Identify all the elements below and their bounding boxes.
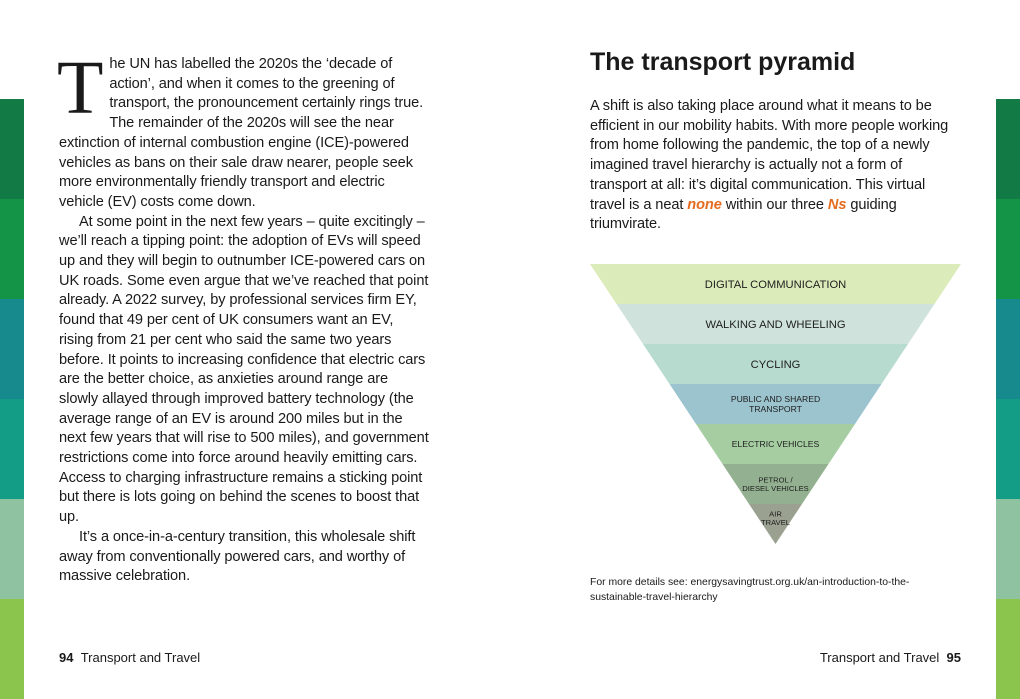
right-folio <box>820 650 961 665</box>
paragraph-1 <box>57 46 431 213</box>
intro-mid: within our three <box>725 196 824 213</box>
footnote: For more details see: energysavingtrust.org.uk/an-introduction-to-the-sustainable-travel-hierarchy <box>590 577 910 603</box>
none-word: none <box>687 196 722 213</box>
pyramid-label-7-line-2: TRAVEL <box>761 518 790 528</box>
right-tab-segment-3 <box>996 299 1020 399</box>
right-page-number: 95 <box>946 650 961 665</box>
pyramid-label-6-line-1: PETROL / <box>758 475 793 485</box>
right-color-tab-strip <box>996 99 1020 699</box>
pyramid-label-3: CYCLING <box>750 359 801 371</box>
paragraph-1-text: he UN has labelled the 2020s the ‘decade of action’, and when it comes to the greening of transport, the pronouncement certainly rings true. The remainder of the 2020s will see the near extinction of internal combustion engine (ICE)-powered vehicles as bans on their sale draw nearer, people seek more environmentally friendly transport and electric vehicle (EV) costs come down. <box>59 56 424 210</box>
pyramid-label-5: ELECTRIC VEHICLES <box>731 439 820 450</box>
left-running-title: Transport and Travel <box>80 650 201 665</box>
right-tab-segment-6 <box>996 599 1020 699</box>
intro-text: A shift is also taking place around what it means to be efficient in our mobility habits. With more people working from home following the pandemic, the top of a newly imagined travel hierarchy is actually not a form of transport at all: it’s digital communication. This virtual travel is a neat <box>590 98 949 213</box>
intro-paragraph <box>590 97 962 235</box>
page-title: The transport pyramid <box>590 48 856 76</box>
right-tab-segment-2 <box>996 199 1020 299</box>
left-tab-segment-2 <box>0 199 24 299</box>
transport-pyramid <box>590 264 961 544</box>
pyramid-label-1: DIGITAL COMMUNICATION <box>704 279 847 291</box>
drop-cap: T <box>57 46 104 130</box>
right-page-body <box>590 48 962 235</box>
right-running-title: Transport and Travel <box>819 650 940 665</box>
left-tab-segment-3 <box>0 299 24 399</box>
intro-end: guiding triumvirate. <box>590 196 897 233</box>
pyramid-label-2: WALKING AND WHEELING <box>705 319 846 331</box>
ns-word: Ns <box>827 196 847 213</box>
right-tab-segment-5 <box>996 499 1020 599</box>
left-tab-segment-4 <box>0 399 24 499</box>
left-page-number: 94 <box>59 650 74 665</box>
pyramid-label-4-line-1: PUBLIC AND SHARED <box>730 394 821 405</box>
right-tab-segment-4 <box>996 399 1020 499</box>
pyramid-label-4-line-2: TRANSPORT <box>749 404 802 414</box>
right-tab-segment-1 <box>996 99 1020 199</box>
left-page-body <box>57 46 431 587</box>
paragraph-2: At some point in the next few years – quite excitingly – we’ll reach a tipping point: the adoption of EVs will speed up and they will begin to outnumber ICE-powered cars on UK roads. Some even argue that we’ve reached that point already. A 2022 survey, by professional services firm EY, found that 49 per cent of UK consumers want an EV, rising from 21 per cent who said the same two years before. It points to increasing confidence that electric cars are the better choice, as anxieties around range are slowly allayed through improved battery technology (the average range of an EV is around 200 miles but in the next few years that will rise to 500 miles), and government restrictions come into force around heavily emitting cars. Access to charging infrastructure remains a sticking point but there is lots going on behind the scenes to boost that up. <box>59 213 429 526</box>
pyramid-label-6-line-2: DIESEL VEHICLES <box>742 484 809 494</box>
left-folio <box>59 650 200 665</box>
left-color-tab-strip <box>0 99 24 699</box>
left-tab-segment-6 <box>0 599 24 699</box>
left-tab-segment-5 <box>0 499 24 599</box>
left-tab-segment-1 <box>0 99 24 199</box>
paragraph-3: It’s a once-in-a-century transition, this wholesale shift away from conventionally powered cars, and worthy of massive celebration. <box>59 528 416 585</box>
pyramid-label-7-line-1: AIR <box>769 509 782 519</box>
